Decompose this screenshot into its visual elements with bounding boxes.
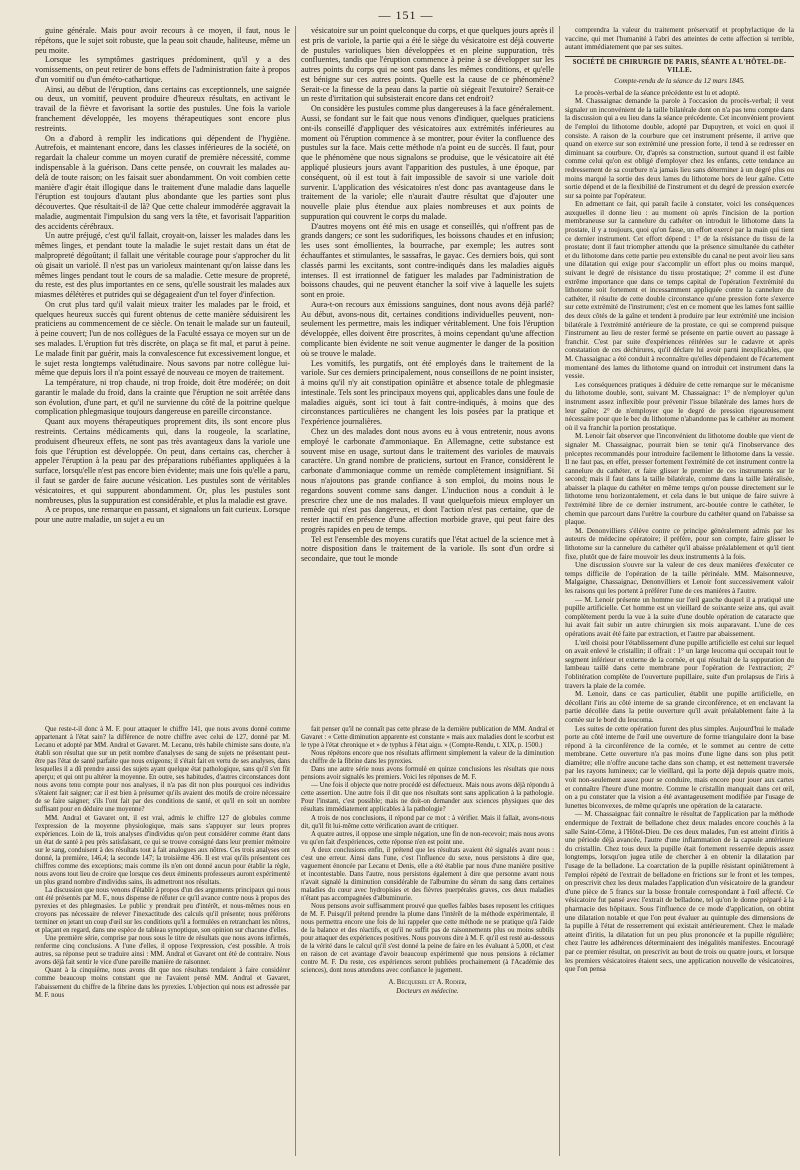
column-3-top xyxy=(565,26,794,52)
paragraph: M. Denonvilliers s'élève contre ce principe généralement admis par les auteurs de médecine opératoire; il préfère, pour son compte, faire glisser le lithotome sur la cannelure du cathéter qu'il abaisse préalablement et qu'il tient fixe, plutôt que de faire mouvoir les deux instruments à la fois. xyxy=(565,526,794,561)
paragraph: — M. Lenoir présente un homme sur l'œil gauche duquel il a pratiqué une pupille artificielle. Cet homme est un vieillard de soixante seize ans, qui avait complètement perdu la vue à la suite d'une double opération de cataracte que lui avait fait subir un autre chirurgien six mois auparavant. L'une de ces opérations avait été faite par extraction, et l'autre par abaissement. xyxy=(565,595,794,638)
paragraph: Les suites de cette opération furent des plus simples. Aujourd'hui le malade porte au côté interne de l'œil une ouverture de forme triangulaire dont la base répond à la circonférence de la cornée, et le sommet au centre de cette membrane. Cette ouverture n'a pas moins d'une ligne dans son plus petit diamètre; elle n'offre aucune tache dans son champ, et est nettement traversée par les rayons lumineux; car le vieillard, qui la porte déjà depuis quatre mois, voit non-seulement assez pour se conduire, mais encore pour jouer aux cartes et connaître l'heure d'une montre. Comme le cristallin manquait dans cet œil, on a pu constater que la vision a été avantageusement modifiée par l'usage de lunettes biconvexes, de même qu'après une opération de la cataracte. xyxy=(565,724,794,810)
paragraph: — M. Chassaignac fait connaître le résultat de l'application par la méthode endermique de l'extrait de belladone chez deux malades encore couchés à la salle Saint-Côme, à l'Hôtel-Dieu. De ces deux malades, l'un est atteint d'iritis à une période déjà avancée, l'autre d'une inflammation de la capsule antérieure du cristallin. Chez tous deux la pupille était fortement resserrée depuis assez longtemps, lorsqu'on jugea utile de chercher à en obtenir la dilatation par l'usage de la belladone. La coarctation de la pupille résistant opiniâtrement à l'emploi répété de l'extrait de belladone en frictions sur le front et les tempes, on prescrivit chez les deux malades l'application d'un vésicatoire de la grandeur d'une pièce de 5 francs sur la bosse frontale correspondant à l'œil affecté. Ce vésicatoire fut pansé avec l'extrait de belladone, tel qu'on le donne préparé à la pharmacie des hôpitaux. Sous l'influence de ce mode d'application, on obtint une dilatation notable et que l'on peut évaluer au quintuple des dimensions de la pupille à l'état de resserrement qui existait antérieurement. Chez le malade atteint d'iritis, la dilatation fut un peu plus prononcée et la pupille régulière; chez l'autre les adhérences déterminaient des inégalités manifestes. Encouragé par ce premier résultat, on prescrivit au bout de trois ou quatre jours, et lorsque les premiers vésicatoires étaient secs, une application nouvelle de vésicatoires, que l'on pensa xyxy=(565,810,794,974)
paragraph: Un autre préjugé, c'est qu'il fallait, croyait-on, laisser les malades dans les mêmes linges, et pendant toute la maladie le sujet restait dans un état de malpropreté dégoûtant; il fallait une véritable courage pour s'approcher du lit où gisait un variolé. Il n'est pas un varioleux maintenant qu'on laisse dans les mêmes linges pendant tout le cours de sa maladie. Cette mesure de propreté, du reste, est des plus importantes en ce sens, qu'elle soustrait les malades aux miasmes délétères et putrides qui se dégageaient d'un tel foyer d'infection. xyxy=(35,231,290,300)
paragraph: comprendra la valeur du traitement préservatif et prophylactique de la vaccine, qui met l'humanité à l'abri des atteintes de cette affection si terrible, autant immédiatement que par ses suites. xyxy=(565,26,794,52)
paragraph: La discussion que nous venons d'établir à propos d'un des arguments principaux qui nous ont été présentés par M. F., nous dispense de réfuter ce qu'il avance contre nous à propos des pyrexies et des phlegmasies. Le public y prendrait peu d'intérêt, et nous-mêmes nous en croyons pas nécessaire de relever l'inexactitude des calculs qu'il présente; nous préférons terminer en jetant un coup d'œil sur les conditions qu'il a formulées en retranchant les nôtres, et plaçant en regard, dans une espèce de tableau synoptique, son opinion sur chacune d'elles. xyxy=(35,886,290,935)
paragraph: Nous pensons avoir suffisamment prouvé que quelles faibles bases reposent les critiques de M. F. Puisqu'il prétend prendre la plume dans l'intérêt de la méthode expérimentale, il nous permettra encore une fois de lui rappeler que cette méthode ne se pratique qu'à l'aide de la balance et des réactifs, et qu'il ne suffit pas de raisonnements plus ou moins subtils pour attaquer des expériences positives. Nous pouvons dire à M. F. qu'il est resté au-dessous de la vérité dans le calcul qu'il s'est donné la peine de faire en les évaluant à 5,000, et c'est en raison de cet avantage d'avoir beaucoup expérimenté que nous pensions à réclamer contre M. F. Du reste, ces expériences seront publiées prochainement (à l'Académie des sciences), dont nous attendons avec confiance le jugement. xyxy=(301,903,554,975)
paragraph: guine générale. Mais pour avoir recours à ce moyen, il faut, nous le répétons, que le sujet soit robuste, que la peau soit chaude, haliteuse, même un peu moite. xyxy=(35,26,290,55)
paragraph: M. Lenoir, dans ce cas particulier, établit une pupille artificielle, en décollant l'iris au côté interne de sa grande circonférence, et en enclavant la partie décollée dans la petite ouverture qu'il avait préalablement faite à la cornée sur le bord du leucoma. xyxy=(565,690,794,724)
paragraph: On considère les pustules comme plus dangereuses à la face généralement. Aussi, se fondant sur le fait que nous venons d'indiquer, quelques praticiens ont-ils conseillé d'appliquer des vésicatoires aux extrémités inférieures au moment où l'éruption commence à se montrer, pour éviter la confluence des pustules sur la face. Mais cette méthode n'a point eu de succès. Il faut, pour que le phénomène que nous signalons se produise, que le vésicatoire ait été appliqué plusieurs jours avant l'apparition des pustules, à une époque, par conséquent, où il est tout à fait impossible de savoir si une variole doit survenir. L'application des vésicatoires n'est donc pas avantageuse dans le traitement de la variole; elle n'aurait d'autre résultat que d'ajouter une nouvelle plaie plus étendue aux plaies nombreuses et aux points de suppuration qui couvrent le corps du malade. xyxy=(301,104,554,221)
paragraph: MM. Andral et Gavaret ont, il est vrai, admis le chiffre 127 de globules comme l'expression de la moyenne physiologique, mais sans s'appuyer sur leurs propres expériences. Loin de là, trois analyses d'individus qu'on peut considérer comme étant dans un état de santé à peu près satisfaisant, ce qui se trouve consigné dans leur premier mémoire sur le sang, conduisent à des résultats tout à fait analogues aux nôtres. Ces trois analyses ont donné, la première, 146,4; la seconde 147; la troisième 436. Il est vrai qu'ils présentent ces chiffres comme des exceptions; mais comme ils n'en ont donné aucun pour établir la règle, nous avons tout lieu de croire que lorsque ces deux éminents professeurs auront expérimenté un plus grand nombre d'individus sains, ils admettront nos résultats. xyxy=(35,814,290,886)
paragraph: A ce propos, une remarque en passant, et signalons un fait curieux. Lorsque pour une autre maladie, un sujet a eu un xyxy=(35,505,290,525)
paragraph: On crut plus tard qu'il valait mieux traiter les malades par le froid, et quelques heureux succès qui furent obtenus de cette manière séduisirent les praticiens au commencement de ce siècle. On tenait le malade sur un fauteuil, à peine couvert; l'un de nos collègues de la Faculté essaya ce moyen sur un de ses malades. L'éruption fut très discrète, on plaça se fit mal, et parut à peine. Le malade finit par guérir, mais la convalescence fut excessivement longue, et le sujet resta longtemps valétudinaire. Nous savons par notre collègue lui-même que depuis lors il n'a point essayé de nouveau ce moyen de traitement. xyxy=(35,299,290,378)
paragraph: Les vomitifs, les purgatifs, ont été employés dans le traitement de la variole. Sur ces derniers principalement, nous conseillons de ne point insister, à moins qu'il n'y ait constipation opiniâtre et absence totale de phlegmasie intestinale. Tels sont les principaux moyens qui, applicables dans une foule de maladies aiguës, sont ici tout à fait contre-indiqués, à moins que des circonstances particulières ne changent les lois posées par la pratique et l'expérience journalières. xyxy=(301,358,554,427)
paragraph: Chez un des malades dont nous avons eu à vous entretenir, nous avons employé le carbonate d'ammoniaque. En Allemagne, cette substance est souvent mise en usage, surtout dans le traitement des varioles de mauvais caractère. Un grand nombre de praticiens, surtout en France, considèrent le carbonate d'ammoniaque comme un remède complètement insignifiant. Si nous n'ajoutons pas grande confiance à son emploi, du moins nous le regardons souvent comme sans danger. L'induction nous a conduit à le prescrire chez une de nos malades. Il vaut quelquefois mieux employer un remède qui n'est pas dangereux, et dont l'action n'est pas certaine, que de rester inactif en présence d'une affection morbide grave, qui peut faire des progrès rapides en peu de temps. xyxy=(301,427,554,534)
lower-column-1 xyxy=(30,726,295,1156)
paragraph: A trois de nos conclusions, il répond par ce mot : à vérifier. Mais il fallait, avons-nous dit, qu'il fit lui-même cette vérification avant de critiquer. xyxy=(301,814,554,830)
paragraph: M. Lenoir fait observer que l'inconvénient du lithotome double que vient de signaler M. Chassaignac, pourrait bien se tenir qu'à l'inobservance des préceptes recommandés pour introduire facilement le lithotome dans la vessie. Il ne faut pas, en effet, presser fortement l'extrémité de cet instrument contre la cannelure du cathéter, et faire glisser le premier de ces instruments sur le second; mais il faut dans la taille bilatérale, comme dans la taille latéralisée, abaisser la plaque du cathéter en même temps qu'on pousse directement sur le lithotome tenu horizontalement, et cela dans le but unique de faire suivre à l'extrémité libre de ce dernier instrument, arc-boutée contre le cathéter, le chemin que parcourt dans l'urètre la courbure du cathéter quand on l'abaisse sa plaque. xyxy=(565,432,794,527)
signature: A. Becquerel et A. Rodier, xyxy=(388,979,467,987)
lower-column-2-body xyxy=(301,726,554,975)
paragraph: Ainsi, au début de l'éruption, dans certains cas exceptionnels, une saignée ou deux, un vomitif, peuvent produire d'heureux résultats, en activant le travail de la fièvre et favorisant la sortie des pustules. Une fois la variole franchement développée, les moyens thérapeutiques sont encore plus restreints. xyxy=(35,84,290,133)
paragraph: M. Chassaignac demande la parole à l'occasion du procès-verbal; il veut signaler un inconvénient de la taille bilatérale dont on n'a pas tenu compte dans la discussion qui a eu lieu dans la séance précédente. Cet inconvénient provient de l'emploi du lithotome double, adopté par Dupuytren, et voici en quoi il consiste. A raison de la courbure que cet instrument présente, il arrive que quand on exerce sur son extrémité une pression forte, il tend à se redresser en diminuant sa courbure. Or, d'après sa construction, surtout quand il est faible comme celui qu'on est obligé d'employer chez les enfants, cette tendance au redressement de sa courbure n'a jamais lieu sans déterminer à un degré plus ou moins marqué la sortie des deux lames du lithotome hors de leur gaîne. Cette sortie dépend et de la flexibilité de l'instrument et du degré de pression exercée sur sa pointe par l'opérateur. xyxy=(565,97,794,200)
paragraph: On a d'abord à remplir les indications qui dépendent de l'hygiène. Autrefois, et maintenant encore, dans les classes inférieures de la société, on regardait la chaleur comme un moyen curatif de première nécessité, comme indispensable à la guérison. Dans cette pensée, on couvrait les malades au-delà de toute raison; on les faisait suer abondamment. On voit combien cette manière d'agir était illogique dans le traitement d'une maladie dans laquelle l'éruption est toujours d'autant plus abondante que les parties sont plus découvertes. Que résultait-il de là? Que cette chaleur immodérée aggravait la maladie, augmentait l'impulsion du sang vers la tête, et favorisait l'apparition des accidents cérébraux. xyxy=(35,133,290,231)
paragraph: L'œil choisi pour l'établissement d'une pupille artificielle est celui sur lequel on avait enlevé le cristallin; il offrait : 1° un large leucoma qui occupait tout le segment inférieur et externe de la cornée, et qui résultait de la suppuration du lambeau taillé dans cette membrane pour l'opération de l'extraction; 2° l'oblitération complète de l'ouverture pupillaire, suite d'un prolapsus de l'iris à travers la plaie de la cornée. xyxy=(565,638,794,690)
paragraph: Nous répétons encore que nos résultats affirment simplement la valeur de la diminution du chiffre de la fibrine dans les pyrexies. xyxy=(301,750,554,766)
paragraph: Tel est l'ensemble des moyens curatifs que l'état actuel de la science met à notre disposition dans le traitement de la variole. Ils sont d'un ordre si secondaire, que tout le monde xyxy=(301,534,554,564)
paragraph: Les conséquences pratiques à déduire de cette remarque sur le mécanisme du lithotome double, sont, suivant M. Chassaignac: 1° de n'employer qu'un instrument assez inflexible pour prévenir l'issue bilatérale des lames hors de leur gaîne; 2° de n'employer que le degré de pression rigoureusement nécessaire pour que le bec du lithotome n'abandonne pas le cathéter au moment où il va franchir la portion prostatique. xyxy=(565,380,794,432)
lower-section xyxy=(30,726,782,1156)
paragraph: D'autres moyens ont été mis en usage et conseillés, qui n'offrent pas de grands dangers; ce sont les sudorifiques, les boissons chaudes et en infusion; les uses sont émollientes, la bourrache, par exemple; les autres sont échauffantes et stimulantes, le sassafras, le gayac. Ces derniers bois, qui sont classés parmi les excitants, sont contre-indiqués dans les maladies aiguës intenses. Il est irrationnel de fatiguer les malades par l'administration de boissons chaudes, qui ne peuvent étancher la soif vive à laquelle les sujets sont en proie. xyxy=(301,221,554,300)
paragraph: La température, ni trop chaude, ni trop froide, doit être modérée; on doit garantir le malade du froid, dans la crainte que l'éruption ne soit arrêtée dans son évolution, d'une part, et qu'il ne survienne du côté de la poitrine quelque complication phlegmasique toujours dangereuse en pareille circonstance. xyxy=(35,378,290,417)
paragraph: Le procès-verbal de la séance précédente est lu et adopté. xyxy=(575,88,740,97)
paragraph: vésicatoire sur un point quelconque du corps, et que quelques jours après il est pris de variole, la partie qui a été le siège du vésicatoire est déjà couverte de pustules varioliques bien développées et en pleine suppuration, très confluentes, tandis que l'éruption commence à peine à se développer sur les autres points du corps qui ne sont pas dans les mêmes conditions, et qu'elle est bénigne sur ces autres points. Quelle est la cause de ce phénomène? Serait-ce la finesse de la peau dans la partie où siégeait l'exutoire? Serait-ce un reste d'irritation qui subsisterait encore dans cet endroit? xyxy=(301,26,554,104)
paragraph: Lorsque les symptômes gastriques prédominent, qu'il y a des vomissements, on peut retirer de bons effets de l'administration faite à propos d'un vomitif ou d'un éméto-cathartique. xyxy=(35,55,290,84)
paragraph: fait penser qu'il ne connaît pas cette phrase de la dernière publication de MM. Andral et Gavaret : « Cette diminution apparente est constante » mais aux maladies dont le scorbut est le type à l'état chronique et » de typhus à l'état aigu. » (Compte-Rendu, t. XIX, p. 1500.) xyxy=(301,726,554,750)
section-rule xyxy=(565,56,794,57)
paragraph: Quant aux moyens thérapeutiques proprement dits, ils sont encore plus restreints. Certains médicaments qui, dans la rougeole, la scarlatine, produisent d'heureux effets, ne sont pas très avantageux dans la variole une fois que l'éruption est développée. On peut, dans certains cas, chercher à appeler l'éruption à la peau par des préparations rubéfiantes appliquées à la surface, lorsqu'elle n'est pas encore bien évidente; mais une fois qu'elle a paru, il faut se garder de faire aucune vésication. Les pustules sont de véritables vésicatoires, et qui suppurent abondamment. Or, plus les pustules sont nombreuses, plus la suppuration est considérable, et plus la maladie est grave. xyxy=(35,417,290,505)
paragraph: A deux conclusions enfin, il prétend que les résultats avaient été signalés avant nous : c'est une erreur. Ainsi dans l'une, c'est l'influence du sexe, nous persistons à dire que, vaguement énoncée par Lecanu et Denis, elle a été établie par nous d'une manière positive et incontestable. Dans l'autre, nous persistons également à dire que personne avant nous n'avait signalé la diminution considérable de l'albumine du sérum du sang dans certaines maladies du cœur avec hydropisies et des fièvres puerpérales graves, ces deux maladies n'étant pas accompagnées d'albuminurie. xyxy=(301,846,554,902)
section-subtitle: Compte-rendu de la séance du 12 mars 1845. xyxy=(614,76,745,85)
page-number: — 151 — xyxy=(378,8,434,22)
section-title: SOCIÉTÉ DE CHIRURGIE DE PARIS, SÉANTE A L'HÔTEL-DE-VILLE. xyxy=(572,58,787,75)
paragraph: Dans une autre série nous avons formulé en quinze conclusions les résultats que nous pensions avoir signalés les premiers. Voici les réponses de M. F. xyxy=(301,766,554,782)
paragraph: Une première série, comprise par nous sous le titre de résultats que nous avons infirmés, renferme cinq conclusions. A l'une d'elles, il oppose l'expression, c'est possible. A trois autres, sa réponse peut se traduire ainsi : MM. Andral et Gavaret ont été de contraire. Nous avons déjà fait sentir le vice d'une pareille manière de raisonner. xyxy=(35,935,290,967)
lower-column-2 xyxy=(295,726,559,1156)
paragraph: En admettant ce fait, qui paraît facile à constater, voici les conséquences auxquelles il donne lieu : au moment où après l'incision de la portion membraneuse sur la cannelure du cathéter on introduit le lithotome dans la prostate, il y a toujours, quoi qu'on fasse, un effort exercé par la main qui tient ce dernier instrument. Cet effort dépend : 1° de la résistance du tissu de la prostate; dont il faut triompher attendu que la présence simultanée du cathéter et du lithotome dans cette partie peu extensible du canal ne peut avoir lieu sans une dilatation qui exige pour s'accomplir un effort plus ou moins marqué, suivant le degré de résistance du tissu prostatique; 2° comme il est d'une extrême importance que dans ce temps capital de l'opération l'extrémité du lithotome soit fortement et incessamment appliquée contre la cannelure du cathéter, il résulte de cette double circonstance qu'une pression forte s'exerce sur cette extrémité de l'instrument; c'est en ce moment que les lames font saillie des deux côtés de la gaîne et tendent à produire par leur extrémité une incision bilatérale à l'extrémité antérieure de la prostate, ce qui se comprend puisque l'instrument au lieu de rester fermé se présente en partie ouvert au passage à franchir. C'est par suite d'expériences réitérées sur le cadavre et après constatation de ces déchirures, qu'il déclare lui avoir parni inexplicables, que M. Chassaignac a été conduit à reconnaître qu'elles dépendaient de l'écartement momentané des lames du lithotome quand on introduit cet instrument dans la vessie. xyxy=(565,200,794,381)
lower-column-3-continued xyxy=(559,726,799,1156)
paragraph: Quant à la cinquième, nous avons dit que nos résultats tendaient à faire considérer comme beaucoup moins constant que ne l'avaient pensé MM. Andral et Gavaret, l'abaissement du chiffre de la fibrine dans les pyrexies. L'objection qui nous est adressée par M. F. nous xyxy=(35,967,290,999)
paragraph: Aura-t-on recours aux émissions sanguines, dont nous avons déjà parlé? Au début, avons-nous dit, certaines conditions individuelles peuvent, non-seulement les permettre, mais les indiquer véritablement. Une fois l'éruption développée, elles doivent être proscrites, à moins cependant qu'une affection complicante bien évidente ne soit venue augmenter le danger de la position où se trouve le malade. xyxy=(301,299,554,358)
signature-subtitle: Docteurs en médecine. xyxy=(396,987,459,995)
paragraph: — Une fois il objecte que notre procédé est défectueux. Mais nous avons déjà répondu à cette assertion. Une autre fois il dit que nos résultats sont sans application à la pathologie. Pour l'instant, c'est possible; mais ne doit-on demander aux sciences physiques que des résultats immédiatement applicables à la pathologie? xyxy=(301,782,554,814)
paragraph: Que reste-t-il donc à M. F. pour attaquer le chiffre 141, que nous avons donné comme appartenant à l'état sain? la différence de notre chiffre avec celui de 127, donné par M. Lecanu et adopté par MM. Andral et Gavaret. M. Lecanu, très habile chimiste sans doute, n'a établi son résultat que sur un petit nombre d'analyses de sang de sujets ne présentant peut-être pas l'état de santé parfaite que nous exigeons; il s'était fait en vertu de ses analyses, dans lesquelles il a dû prendre aussi des sujets ayant quelque état pathologique, sans qu'il s'en fût aperçu; et qui ont pu altérer la moyenne. En outre, ses habitudes, d'autres circonstances dont nous avons tenu compte pour nos analyses, il n'a pas dit non plus pourquoi ces individus s'étaient fait saigner; car il est bien à présumer qu'ils avaient des motifs de croire nécessaire de se faire saigner; s'ils l'ont fait par des conditions de santé, et qu'il en soit un nombre suffisant pour en déduire une moyenne? xyxy=(35,726,290,814)
paragraph: A quatre autres, il oppose une simple négation, une fin de non-recevoir; mais nous avons vu qu'en fait d'expériences, cette réponse n'en est point une. xyxy=(301,830,554,846)
paragraph: Une discussion s'ouvre sur la valeur de ces deux manières d'exécuter ce temps difficile de l'opération de la taille périnéale. MM. Maisonneuve, Malgaigne, Chassaignac, Denonvilliers et Lenoir font successivement valoir les raisons qui les portent à préférer l'une de ces manières à l'autre. xyxy=(565,561,794,595)
